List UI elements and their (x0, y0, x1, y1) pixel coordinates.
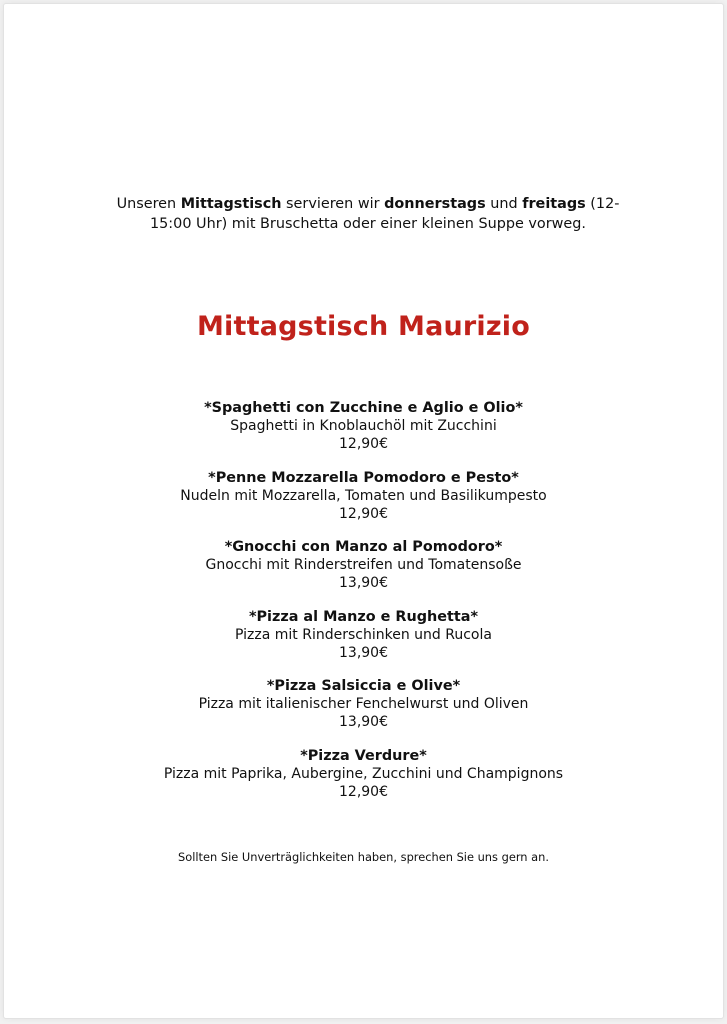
menu-item (0, 399, 727, 469)
item-price: 12,90€ (339, 505, 388, 522)
intro-text (94, 194, 642, 234)
item-name: *Gnocchi con Manzo al Pomodoro* (224, 539, 503, 556)
item-description: Pizza mit Rinderschinken und Rucola (235, 626, 492, 643)
item-price: 13,90€ (339, 714, 388, 731)
allergy-footnote: Sollten Sie Unverträglichkeiten haben, sprechen Sie uns gern an. (178, 850, 549, 864)
menu-item (0, 469, 727, 539)
menu-item (0, 538, 727, 608)
page-title: Mittagstisch Maurizio (196, 311, 530, 342)
item-price: 12,90€ (339, 783, 388, 800)
item-description: Pizza mit italienischer Fenchelwurst und Oliven (198, 696, 529, 713)
item-description: Gnocchi mit Rinderstreifen und Tomatensoße (205, 557, 522, 574)
item-description: Pizza mit Paprika, Aubergine, Zucchini und Champignons (163, 765, 564, 782)
item-price: 13,90€ (339, 644, 388, 661)
intro-bold-donnerstags: donnerstags (384, 196, 486, 212)
menu-item (0, 608, 727, 678)
intro-part: servieren wir (281, 196, 385, 212)
item-name: *Spaghetti con Zucchine e Aglio e Olio* (204, 400, 523, 416)
menu-item (0, 677, 727, 747)
intro-part: (12- (585, 196, 620, 212)
item-description: Nudeln mit Mozzarella, Tomaten und Basilikumpesto (180, 487, 547, 504)
intro-part: und (485, 196, 523, 212)
item-name: *Pizza Verdure* (300, 747, 427, 764)
intro-bold-freitags: freitags (522, 196, 586, 212)
item-name: *Penne Mozzarella Pomodoro e Pesto* (208, 469, 519, 486)
menu-item (0, 747, 727, 817)
intro-line-2: 15:00 Uhr) mit Bruschetta oder einer kleinen Suppe vorweg. (150, 216, 586, 232)
item-price: 12,90€ (339, 436, 388, 452)
item-name: *Pizza Salsiccia e Olive* (266, 678, 461, 695)
item-price: 13,90€ (339, 575, 388, 592)
item-description: Spaghetti in Knoblauchöl mit Zucchini (230, 418, 497, 434)
intro-part: Unseren (116, 196, 181, 212)
intro-bold-mittagstisch: Mittagstisch (180, 196, 282, 212)
item-name: *Pizza al Manzo e Rughetta* (248, 608, 479, 625)
menu-list (0, 399, 727, 817)
